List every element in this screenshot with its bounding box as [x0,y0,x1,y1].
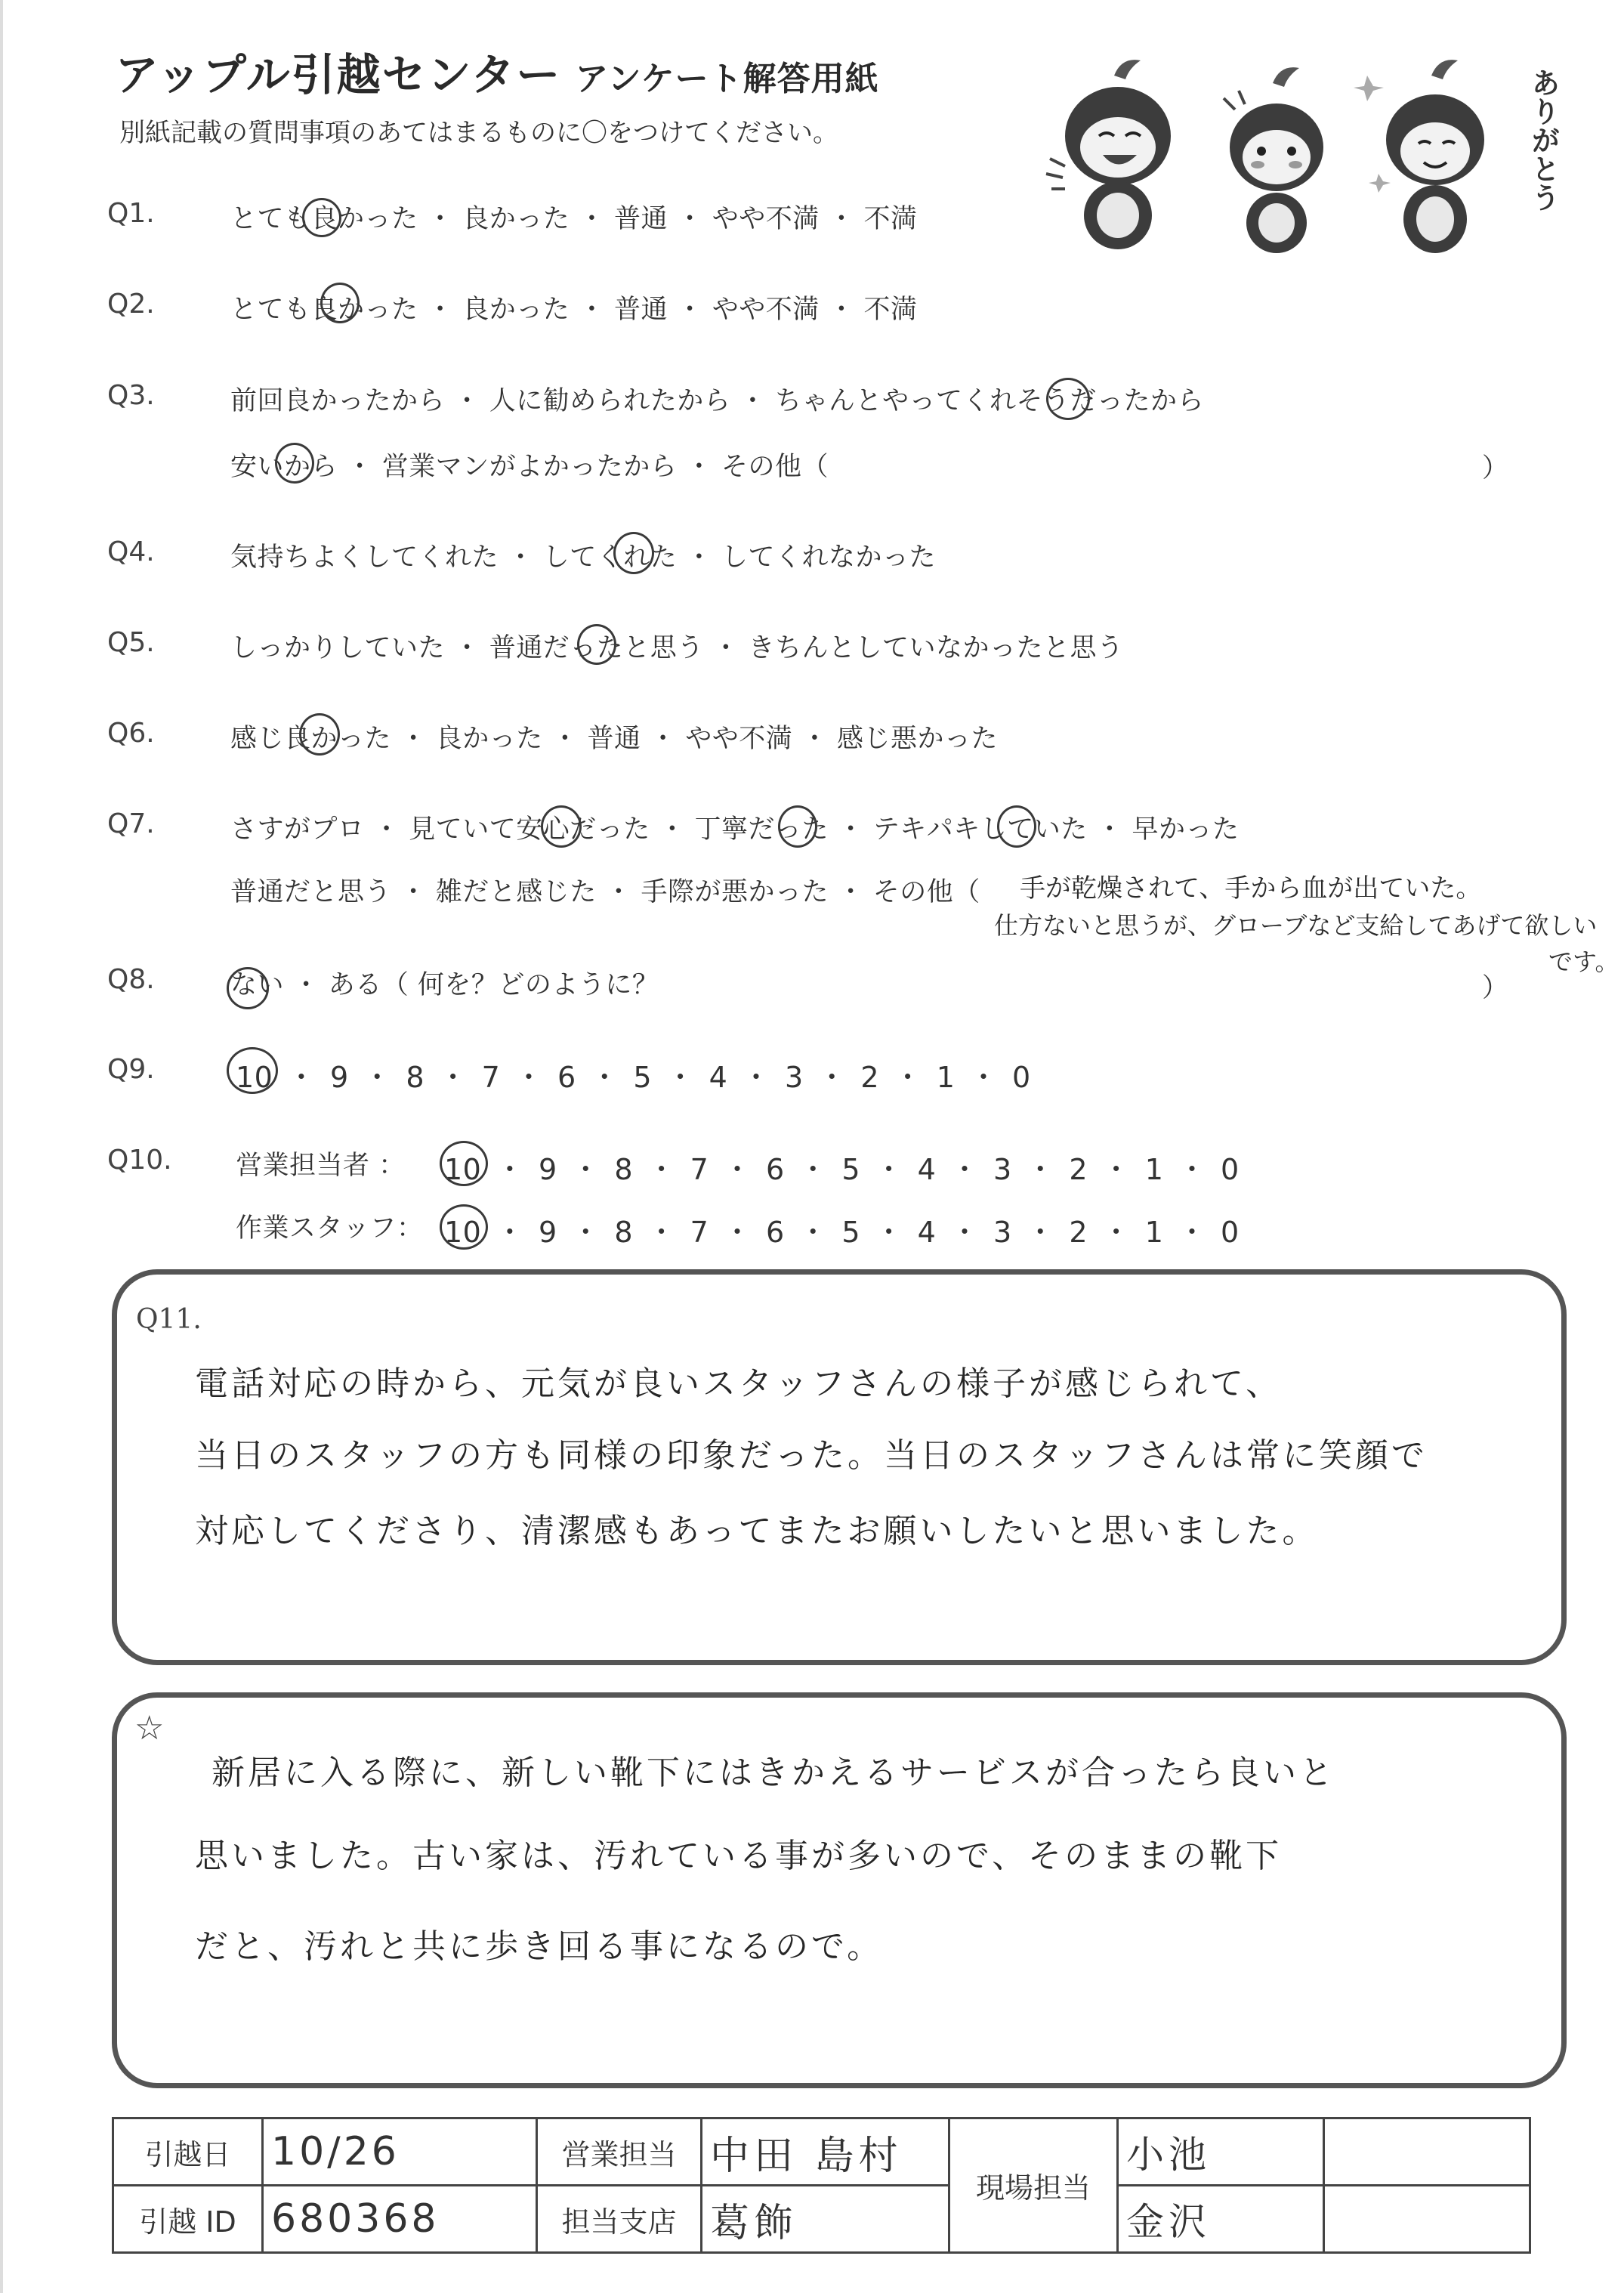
q7-other-handwritten-line1: 手が乾燥されて、手から血が出ていた。 [1020,873,1482,904]
star-comment-line3: だと、汚れと共に歩き回る事になるので。 [195,1927,884,1966]
q7-answer-circle-2 [778,805,817,848]
company-name: アップル引越センター [115,49,562,100]
mascot-monkey-laughing-icon [1046,60,1171,249]
q6-options[interactable]: 感じ良かった ・ 良かった ・ 普通 ・ やや不満 ・ 感じ悪かった [230,724,999,754]
q11-comment-line1: 電話対応の時から、元気が良いスタッフさんの様子が感じられて、 [195,1364,1283,1403]
q2-label: Q2. [107,289,155,320]
q4-label: Q4. [107,536,155,567]
q3-options-line2[interactable]: 安いから ・ 営業マンがよかったから ・ その他（ [230,452,829,482]
mascot-caption: ありがとう [1527,68,1560,212]
sales-rep-label: 営業担当 [537,2118,702,2186]
q8-answer-circle [227,967,269,1009]
q5-answer-circle [577,624,616,665]
q7-other-handwritten-line2: 仕方ないと思うが、グローブなど支給してあげて欲しい [994,911,1598,940]
q3-label: Q3. [107,380,155,411]
q7-answer-circle-1 [541,805,582,848]
q8-options[interactable]: ない ・ ある（ 何を？どのように？ [230,970,659,1000]
mascot-monkey-blushing-icon [1224,67,1323,253]
form-title: アンケート解答用紙 [575,60,879,98]
move-id-value[interactable]: 680368 [263,2186,537,2253]
site-manager-empty-1[interactable] [1324,2118,1530,2186]
branch-label: 担当支店 [537,2186,702,2253]
star-label: ☆ [134,1709,165,1748]
q2-options[interactable]: とても良かった ・ 良かった ・ 普通 ・ やや不満 ・ 不満 [230,295,918,325]
q10-sales-label: 営業担当者 ： [236,1151,406,1181]
page-edge-line [0,0,3,2293]
q6-label: Q6. [107,718,155,749]
move-id-label: 引越 ID [113,2186,263,2253]
q5-label: Q5. [107,627,155,658]
q3-answer-circle-2 [275,443,314,484]
move-info-table [112,2117,1531,2254]
branch-value[interactable]: 葛飾 [702,2186,949,2253]
q7-other-handwritten-line3: です。 [1548,947,1619,976]
mascot-illustration [1035,45,1548,264]
q7-answer-circle-3 [997,805,1036,848]
q3-answer-circle-1 [1046,378,1090,420]
q7-options-line1[interactable]: さすがプロ ・ 見ていて安心だった ・ 丁寧だった ・ テキパキしていた ・ 早かった [230,814,1240,845]
q9-answer-circle [227,1047,278,1094]
q10-sales-answer-circle [440,1141,488,1186]
move-date-value[interactable]: 10/26 [263,2118,537,2186]
q4-answer-circle [613,532,654,574]
site-manager-value-1[interactable]: 小池 [1118,2118,1324,2186]
q11-comment-line3: 対応してくださり、清潔感もあってまたお願いしたいと思いました。 [195,1512,1319,1550]
star-comment-line1: 新居に入る際に、新しい靴下にはきかえるサービスが合ったら良いと [211,1754,1335,1792]
q3-close-paren: ） [1482,453,1509,484]
q9-label: Q9. [107,1054,155,1085]
q1-answer-circle [302,198,341,237]
sales-rep-value[interactable]: 中田 島村 [702,2118,949,2186]
q10-sales-rating-scale[interactable]: 10 ・ 9 ・ 8 ・ 7 ・ 6 ・ 5 ・ 4 ・ 3 ・ 2 ・ 1 ・ 0 [444,1153,1240,1186]
q1-label: Q1. [107,198,155,229]
q9-rating-scale[interactable]: 10 ・ 9 ・ 8 ・ 7 ・ 6 ・ 5 ・ 4 ・ 3 ・ 2 ・ 1 ・ 0 [236,1061,1031,1094]
move-date-label: 引越日 [113,2118,263,2186]
q2-answer-circle [320,283,360,323]
form-header [115,39,879,103]
site-manager-empty-2[interactable] [1324,2186,1530,2253]
star-comment-line2: 思いました。古い家は、汚れている事が多いので、そのままの靴下 [195,1837,1283,1875]
q10-staff-answer-circle [440,1204,488,1250]
q5-options[interactable]: しっかりしていた ・ 普通だったと思う ・ きちんとしていなかったと思う [230,633,1124,663]
q8-close-paren: ） [1482,973,1509,1003]
q7-label: Q7. [107,808,155,839]
q10-label: Q10. [107,1145,172,1176]
q11-comment-line2: 当日のスタッフの方も同様の印象だった。当日のスタッフさんは常に笑顔で [195,1436,1428,1475]
q10-staff-label: 作業スタッフ： [236,1213,424,1244]
instruction-text: 別紙記載の質問事項のあてはまるものに〇をつけてください。 [119,118,838,148]
mascot-monkey-bowing-icon [1354,60,1484,253]
q7-options-line2[interactable]: 普通だと思う ・ 雑だと感じた ・ 手際が悪かった ・ その他（ [230,877,980,907]
site-manager-value-2[interactable]: 金沢 [1118,2186,1324,2253]
q6-answer-circle [299,713,340,756]
q4-options[interactable]: 気持ちよくしてくれた ・ してくれた ・ してくれなかった [230,542,937,573]
q8-label: Q8. [107,964,155,995]
q11-label: Q11. [136,1304,202,1335]
q10-staff-rating-scale[interactable]: 10 ・ 9 ・ 8 ・ 7 ・ 6 ・ 5 ・ 4 ・ 3 ・ 2 ・ 1 ・ 0 [444,1216,1240,1249]
q1-options[interactable]: とても良かった ・ 良かった ・ 普通 ・ やや不満 ・ 不満 [230,204,918,234]
q3-options-line1[interactable]: 前回良かったから ・ 人に勧められたから ・ ちゃんとやってくれそうだったから [230,386,1205,416]
site-manager-label: 現場担当 [949,2118,1118,2253]
